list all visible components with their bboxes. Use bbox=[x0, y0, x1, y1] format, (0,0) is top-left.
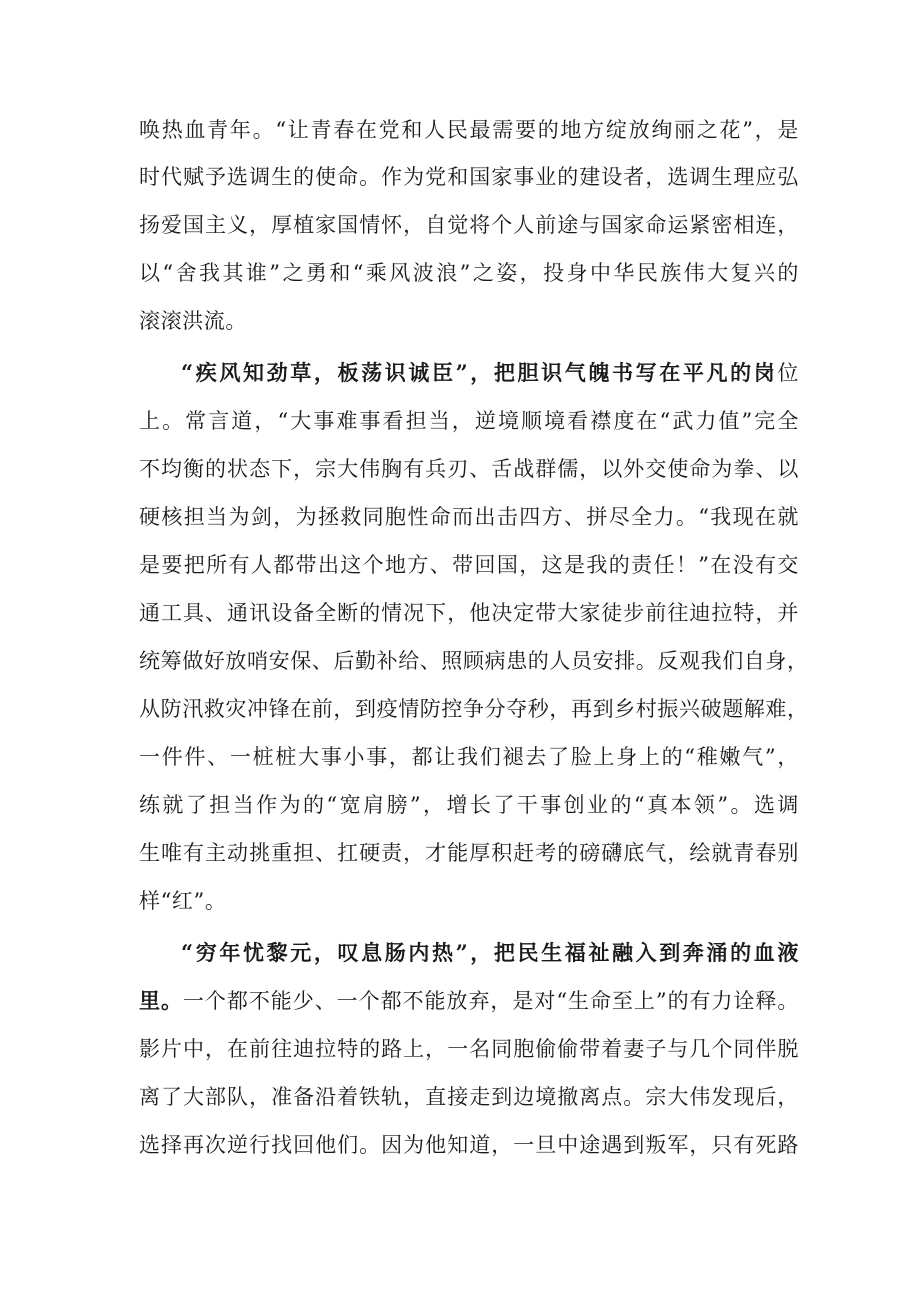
paragraph-line: “穷年忧黎元，叹息肠内热”，把民生福祉融入到奔涌的血液 bbox=[181, 940, 799, 965]
paragraph-line: 唤热血青年。“让青春在党和人民最需要的地方绽放绚丽之花”，是 bbox=[139, 118, 799, 142]
paragraph-line: 离了大部队，准备沿着铁轨，直接走到边境撤离点。宗大伟发现后， bbox=[139, 1085, 799, 1109]
paragraph-line: 不均衡的状态下，宗大伟胸有兵刃、舌战群儒，以外交使命为拳、以 bbox=[139, 457, 799, 481]
paragraph-line: 统筹做好放哨安保、后勤补给、照顾病患的人员安排。反观我们自身， bbox=[139, 649, 809, 673]
paragraph-line: 以“舍我其谁”之勇和“乘风波浪”之姿，投身中华民族伟大复兴的 bbox=[139, 261, 799, 285]
paragraph-line: 时代赋予选调生的使命。作为党和国家事业的建设者，选调生理应弘 bbox=[139, 165, 799, 189]
paragraph-line: 样“红”。 bbox=[139, 889, 227, 913]
bold-heading-text: 里。 bbox=[139, 988, 183, 1013]
bold-heading-text: “疾风知劲草，板荡识诚臣”，把胆识气魄书写在平凡的岗 bbox=[181, 360, 778, 385]
paragraph-line: 一件件、一桩桩大事小事，都让我们褪去了脸上身上的“稚嫩气”， bbox=[139, 745, 799, 769]
paragraph-line: 选择再次逆行找回他们。因为他知道，一旦中途遇到叛军，只有死路 bbox=[139, 1133, 799, 1157]
paragraph-line: 是要把所有人都带出这个地方、带回国，这是我的责任！”在没有交 bbox=[139, 553, 799, 577]
paragraph-line: 上。常言道，“大事难事看担当，逆境顺境看襟度在“武力值”完全 bbox=[139, 409, 799, 433]
paragraph-line: 从防汛救灾冲锋在前，到疫情防控争分夺秒，再到乡村振兴破题解难， bbox=[139, 697, 809, 721]
paragraph-line: 生唯有主动挑重担、扛硬责，才能厚积赶考的磅礴底气，绘就青春别 bbox=[139, 841, 799, 865]
paragraph-line: 通工具、通讯设备全断的情况下，他决定带大家徒步前往迪拉特，并 bbox=[139, 601, 799, 625]
paragraph-line bbox=[181, 360, 799, 386]
paragraph-line: 练就了担当作为的“宽肩膀”，增长了干事创业的“真本领”。选调 bbox=[139, 793, 799, 817]
paragraph-line bbox=[139, 988, 799, 1014]
paragraph-text: 位 bbox=[777, 361, 799, 385]
paragraph-line: 硬核担当为剑，为拯救同胞性命而出击四方、拼尽全力。“我现在就 bbox=[139, 505, 799, 529]
paragraph-line: 扬爱国主义，厚植家国情怀，自觉将个人前途与国家命运紧密相连， bbox=[139, 213, 799, 237]
paragraph-line: 滚滚洪流。 bbox=[139, 309, 247, 333]
paragraph-line: 影片中，在前往迪拉特的路上，一名同胞偷偷带着妻子与几个同伴脱 bbox=[139, 1037, 799, 1061]
paragraph-text: 一个都不能少、一个都不能放弃，是对“生命至上”的有力诠释。 bbox=[182, 989, 800, 1013]
